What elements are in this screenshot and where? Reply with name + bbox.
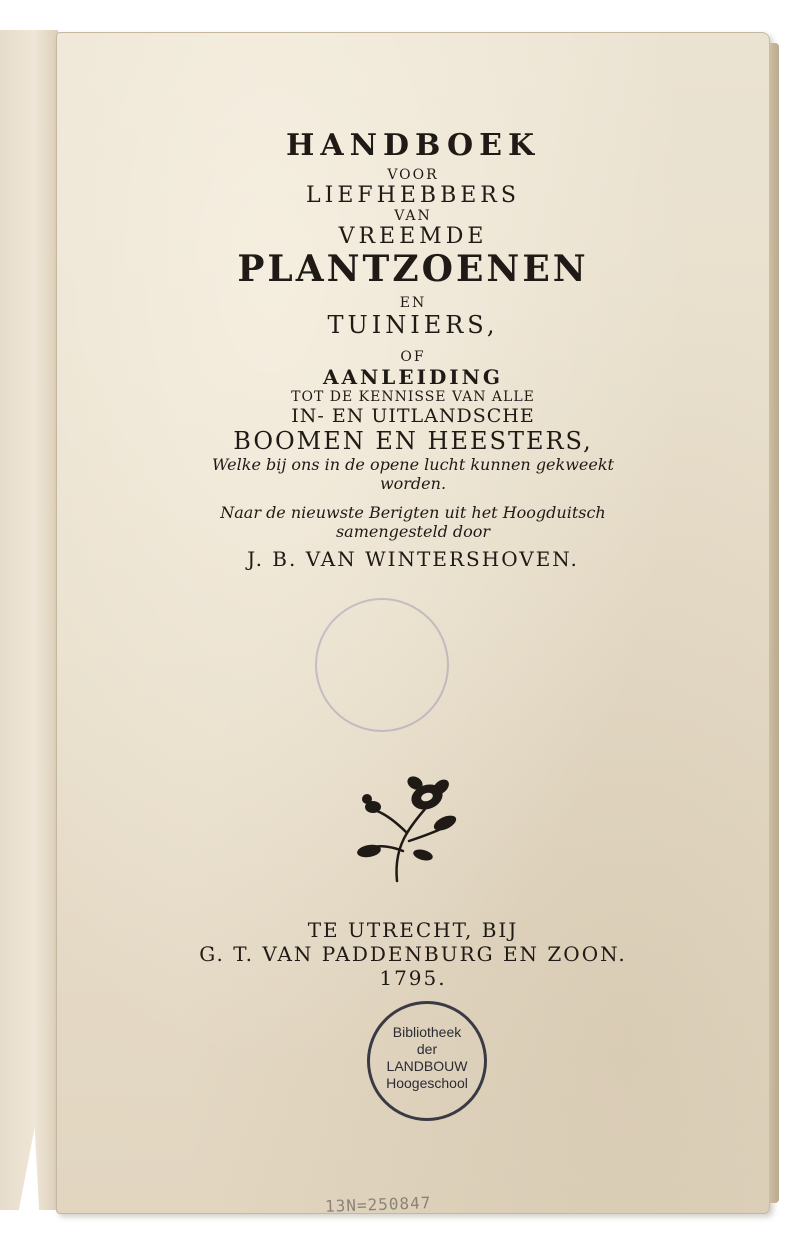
title-page: [56, 32, 770, 1214]
library-stamp: [367, 1001, 487, 1121]
imprint-publisher: G. T. VAN PADDENBURG EN ZOON.: [199, 942, 627, 966]
subtitle-naar: Naar de nieuwste Berigten uit het Hoogduitsch: [220, 503, 606, 522]
subtitle-worden: worden.: [379, 474, 447, 493]
imprint-year: 1795.: [379, 966, 447, 990]
pencil-accession-note: 13N=250847: [324, 1193, 432, 1216]
author-line: J. B. VAN WINTERSHOVEN.: [247, 547, 579, 571]
title-tot-de-kennisse: TOT DE KENNISSE VAN ALLE: [291, 389, 535, 405]
title-en: EN: [399, 295, 427, 311]
title-plantzoenen: PLANTZOENEN: [237, 248, 589, 290]
stamp-line-1: Bibliotheek: [392, 1024, 462, 1040]
title-boomen-en-heesters: BOOMEN EN HEESTERS,: [233, 427, 593, 455]
page-edge-shadow: [769, 43, 779, 1203]
flower-ornament-icon: [337, 761, 467, 891]
title-van: VAN: [394, 208, 432, 224]
title-handboek: HANDBOEK: [285, 128, 541, 163]
subtitle-samengesteld: samengesteld door: [335, 522, 491, 541]
stamp-line-4: Hoogeschool: [386, 1075, 468, 1091]
faint-stamp-mark: [315, 598, 449, 732]
stamp-line-3: LANDBOUW: [386, 1058, 468, 1074]
imprint-place: TE UTRECHT, BIJ: [307, 918, 519, 942]
stamp-line-2: der: [416, 1041, 438, 1057]
title-tuiniers: TUINIERS,: [327, 311, 499, 339]
title-of: OF: [400, 349, 426, 365]
title-liefhebbers: LIEFHEBBERS: [306, 183, 520, 208]
imprint-block: [57, 918, 769, 990]
title-voor: VOOR: [387, 167, 439, 183]
title-text-block: [57, 128, 769, 571]
title-in-en-uitlandsche: IN- EN UITLANDSCHE: [291, 405, 535, 427]
previous-page-edge: [0, 30, 63, 1210]
title-aanleiding: AANLEIDING: [322, 365, 504, 389]
title-vreemde: VREEMDE: [338, 224, 488, 249]
subtitle-welke: Welke bij ons in de opene lucht kunnen gekweekt: [212, 455, 614, 474]
